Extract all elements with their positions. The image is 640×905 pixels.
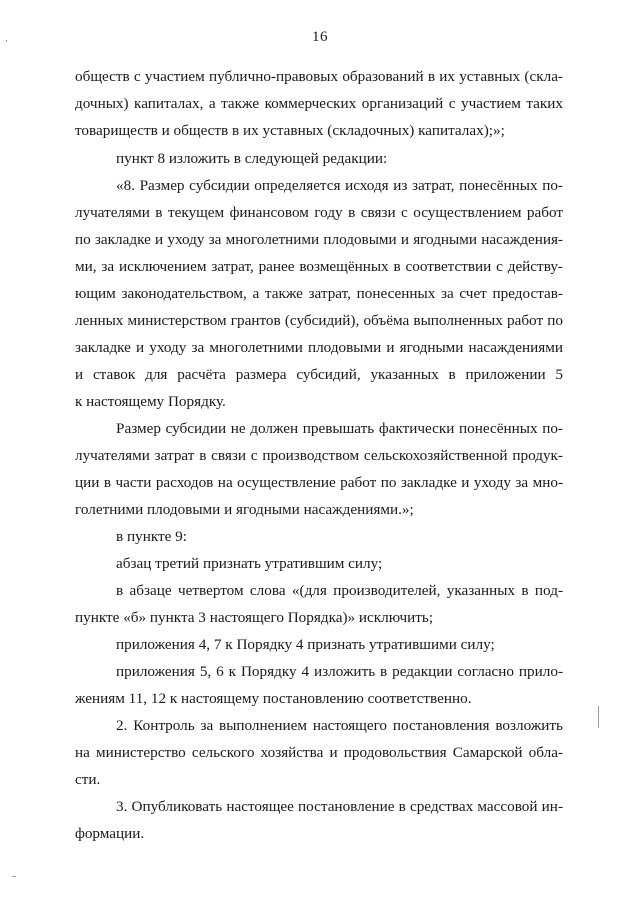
scan-mark [6,40,7,42]
scan-mark [598,706,599,728]
text-line: ции в части расходов на осуществление работ по закладке и уходу за мно- [75,474,563,491]
text-line: ми, за исключением затрат, ранее возмещённых в соответствии с действу- [75,258,563,275]
text-line: жениям 11, 12 к настоящему постановлению соответственно. [75,690,472,707]
text-line: на министерство сельского хозяйства и продовольствия Самарской обла- [75,744,563,761]
text-line: пункте «б» пункта 3 настоящего Порядка)» исключить; [75,609,434,626]
text-line: голетними плодовыми и ягодными насаждениями.»; [75,501,414,518]
text-line: дочных) капиталах, а также коммерческих организаций с участием таких [75,95,563,112]
page-number: 16 [312,29,328,45]
text-line: обществ с участием публично-правовых образований в их уставных (скла- [75,68,563,85]
text-line: приложения 4, 7 к Порядку 4 признать утратившими силу; [116,636,495,653]
text-line: абзац третий признать утратившим силу; [116,555,383,572]
text-line: закладке и уходу за многолетними плодовыми и ягодными насаждениями [75,339,563,356]
text-line: и ставок для расчёта размера субсидий, указанных в приложении 5 [75,366,563,383]
text-line: ленных министерством грантов (субсидий), объёма выполненных работ по [75,312,563,329]
text-line: в пункте 9: [116,528,187,545]
text-line: сти. [75,771,101,788]
scan-mark [12,876,16,877]
text-line: лучателями затрат в связи с производством сельскохозяйственной продук- [75,447,563,464]
text-line: пункт 8 изложить в следующей редакции: [116,150,388,167]
text-line: к настоящему Порядку. [75,393,226,410]
text-line: Размер субсидии не должен превышать фактически понесённых по- [116,420,563,437]
text-line: приложения 5, 6 к Порядку 4 изложить в редакции согласно прило- [116,663,563,680]
text-line: 2. Контроль за выполнением настоящего постановления возложить [116,717,563,734]
text-line: лучателями в текущем финансовом году в связи с осуществлением работ [75,204,563,221]
text-line: товариществ и обществ в их уставных (складочных) капиталах);»; [75,122,505,139]
text-line: формации. [75,825,145,842]
text-line: по закладке и уходу за многолетними плодовыми и ягодными насаждения- [75,231,563,248]
text-line: «8. Размер субсидии определяется исходя из затрат, понесённых по- [116,177,563,194]
text-line: в абзаце четвертом слова «(для производителей, указанных в под- [116,582,563,599]
text-line: 3. Опубликовать настоящее постановление в средствах массовой ин- [116,798,563,815]
text-line: ющим законодательством, а также затрат, понесенных за счет предостав- [75,285,563,302]
